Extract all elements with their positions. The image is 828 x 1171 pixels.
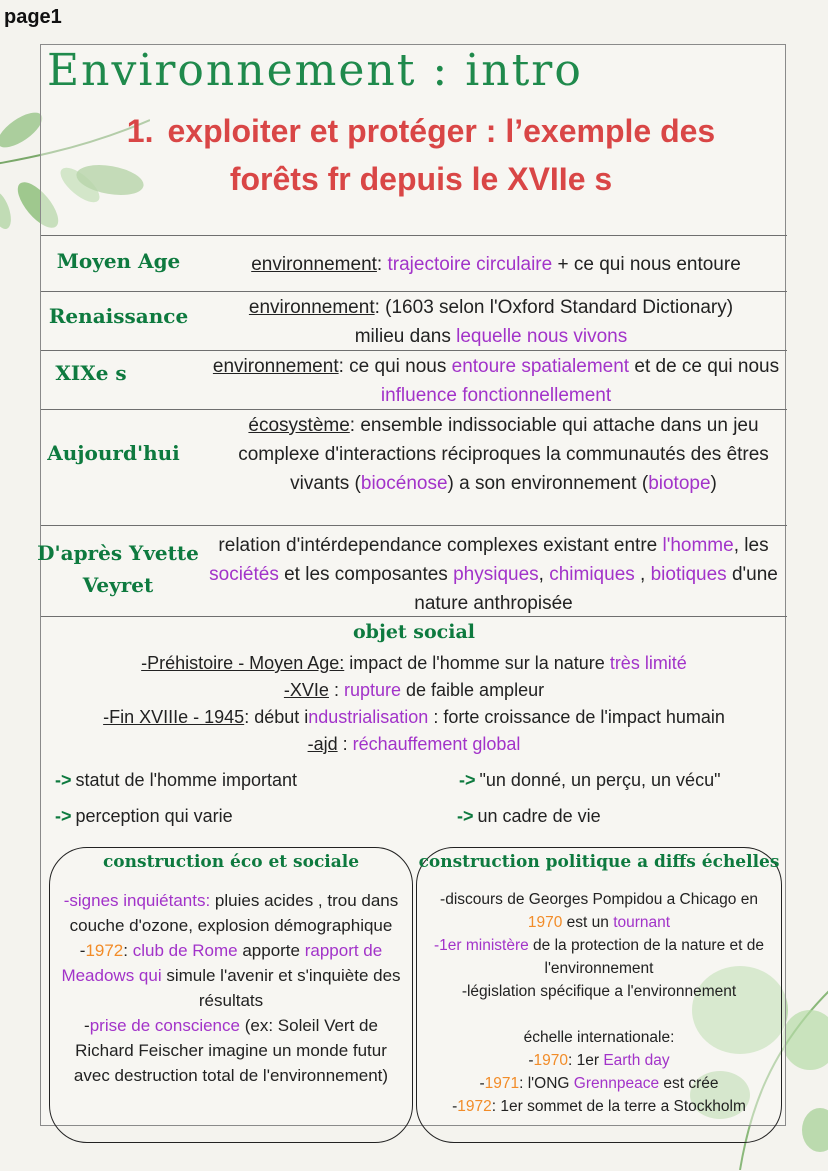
page-title: Environnement : intro [47, 45, 583, 96]
construction-eco-sociale-box [49, 847, 413, 1143]
arrow-icon: -> [55, 770, 72, 790]
objet-social-line-4: -ajd : réchauffement global [307, 734, 521, 754]
row-text-moyen-age: environnement: trajectoire circulaire + ce qui nous entoure [251, 254, 741, 275]
objet-social-title: objet social [353, 621, 475, 643]
row-text-veyret: relation d'intérdependance complexes existant entre l'homme, les sociétés et les composantes physiques, chimiques , biotiques d'une nature anthropisée [209, 535, 778, 614]
section-subtitle [61, 107, 781, 203]
divider [41, 291, 787, 292]
divider [41, 616, 787, 617]
box-title: construction éco et sociale [102, 852, 360, 872]
notes-card [37, 44, 786, 1126]
box-body: -discours de Georges Pompidou a Chicago en 1970 est un tournant -1er ministère de la protection de la nature et de l'environnement -législation spécifique a l'environnement échelle internationale: -1970: 1er Earth day -1971: l'ONG Grennpeace est crée -1972: 1er sommet de la terre a Stockholm [434, 891, 764, 1115]
box-body: -signes inquiétants: pluies acides , trou dans couche d'ozone, explosion démographique -1972: club de Rome apporte rapport de Meadows qui simule l'avenir et s'inquiète des résultats -prise de conscience (ex: Soleil Vert de Richard Feischer imagine un monde futur avec destruction total de l'environnement) [61, 891, 401, 1085]
objet-social-line-2: -XVIe : rupture de faible ampleur [283, 680, 545, 700]
arrow-note-1: -> statut de l'homme important [55, 770, 298, 790]
construction-politique-box [416, 847, 782, 1143]
arrow-note-4: -> un cadre de vie [457, 806, 601, 826]
arrow-icon: -> [55, 806, 72, 826]
row-label-xixe: XIXe s [55, 361, 127, 385]
row-text-xixe: environnement: ce qui nous entoure spatialement et de ce qui nous influence fonctionnellement [212, 356, 780, 406]
box-title: construction politique a diffs échelles [418, 852, 780, 872]
objet-social-line-3: -Fin XVIIIe - 1945: début industrialisation : forte croissance de l'impact humain [103, 707, 725, 727]
divider [41, 525, 787, 526]
subtitle-line-1: exploiter et protéger : l’exemple des [167, 113, 716, 149]
divider [41, 350, 787, 351]
divider [41, 235, 787, 236]
row-text-aujourdhui: écosystème: ensemble indissociable qui attache dans un jeu complexe d'interactions réciproques la communautés des êtres vivants (biocénose) a son environnement (biotope) [238, 415, 769, 494]
arrow-icon: -> [459, 770, 476, 790]
page-label: page1 [4, 6, 62, 28]
arrow-icon: -> [457, 806, 474, 826]
arrow-note-3: -> perception qui varie [55, 806, 233, 826]
row-label-aujourdhui: Aujourd'hui [47, 441, 180, 465]
row-label-veyret: D'après Yvette Veyret [37, 541, 199, 597]
objet-social-line-1: -Préhistoire - Moyen Age: impact de l'homme sur la nature très limité [141, 653, 687, 673]
section-number: 1. [126, 113, 154, 149]
subtitle-line-2: forêts fr depuis le XVIIe s [229, 161, 613, 197]
arrow-note-2: -> "un donné, un perçu, un vécu" [459, 770, 721, 790]
divider [41, 409, 787, 410]
row-text-renaissance: environnement: (1603 selon l'Oxford Standard Dictionary) milieu dans lequelle nous vivons [248, 297, 734, 347]
row-label-moyen-age: Moyen Age [56, 249, 181, 273]
row-label-renaissance: Renaissance [48, 304, 189, 328]
